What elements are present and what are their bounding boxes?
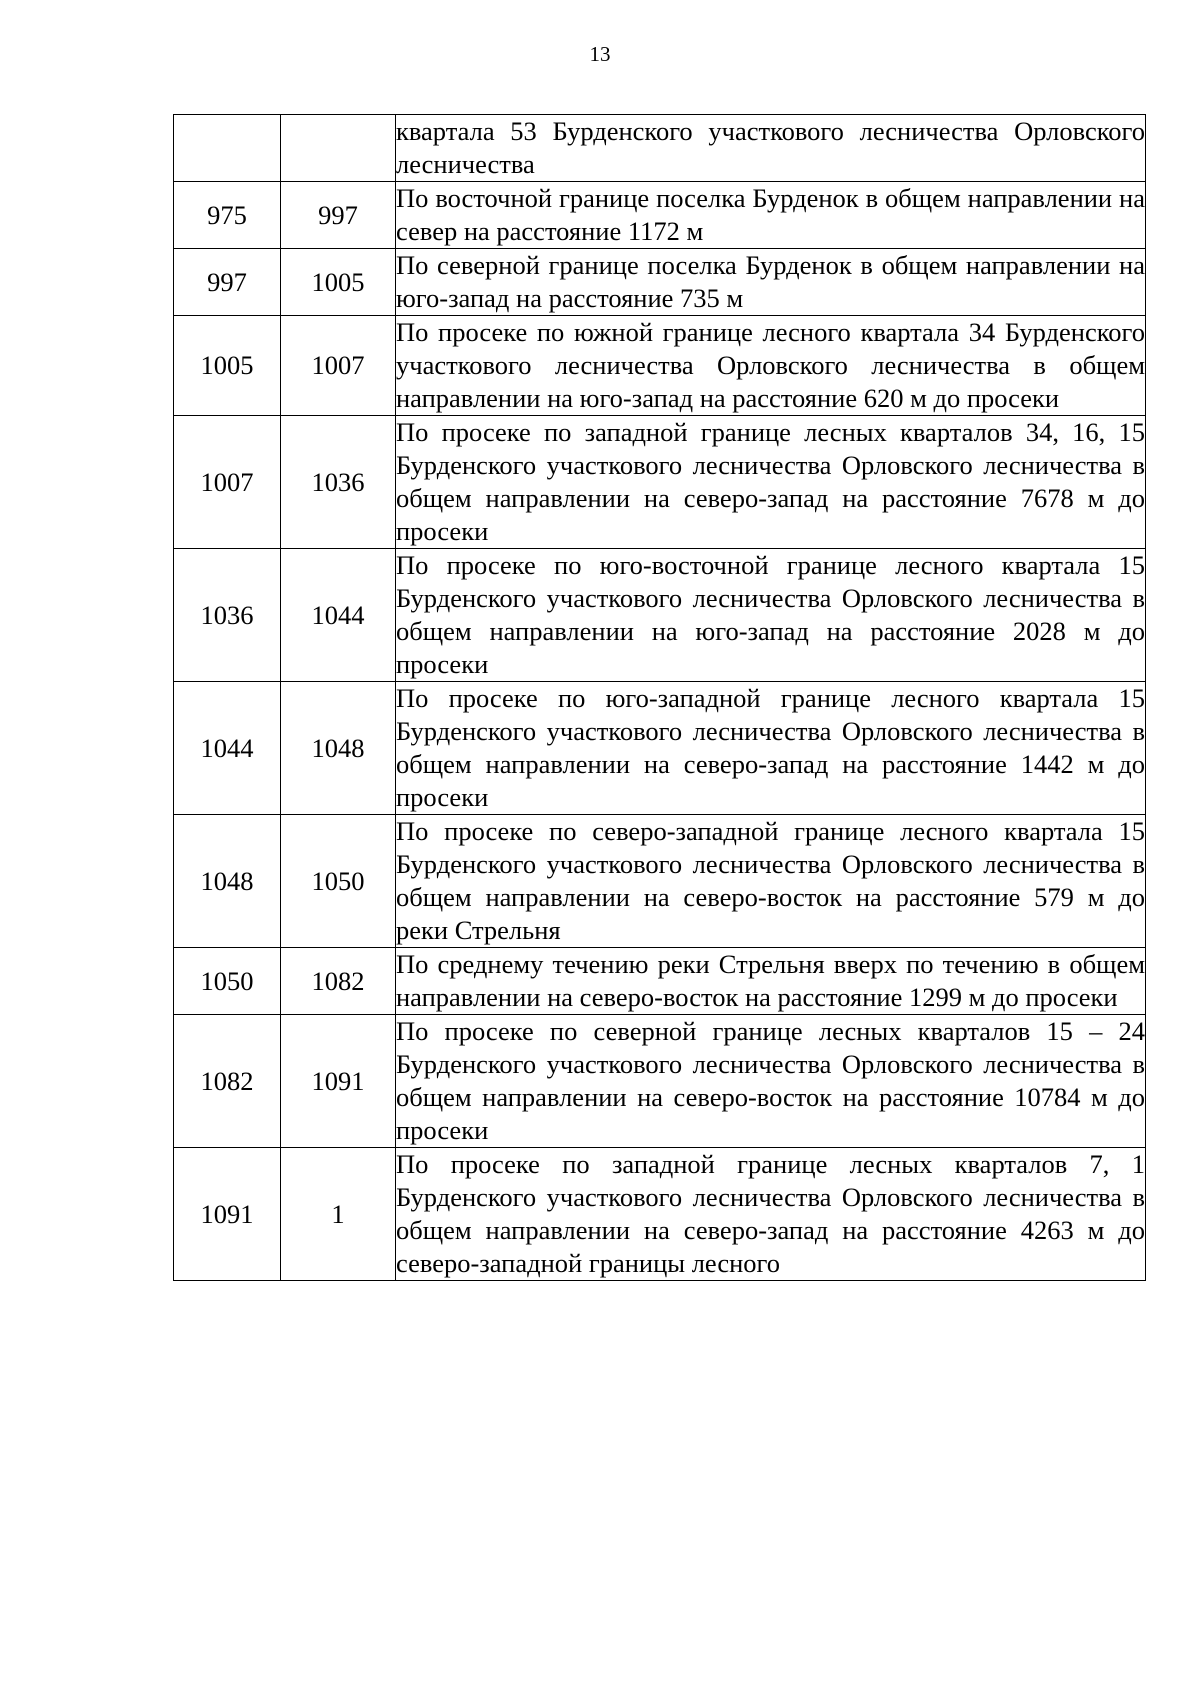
to-point-cell: 1044 [281,549,396,682]
to-point-cell: 1082 [281,948,396,1015]
to-point-cell: 1 [281,1148,396,1281]
description-cell: По просеке по северной границе лесных кварталов 15 – 24 Бурденского участкового лесничества Орловского лесничества в общем направлении на северо-восток на расстояние 10784 м до просеки [396,1015,1146,1148]
table-row [174,249,1146,316]
table-row [174,416,1146,549]
from-point-cell: 1005 [174,316,281,416]
to-point-cell: 1036 [281,416,396,549]
from-point-cell: 975 [174,182,281,249]
from-point-cell: 1007 [174,416,281,549]
from-point-cell: 1036 [174,549,281,682]
table-row [174,316,1146,416]
description-cell: квартала 53 Бурденского участкового лесничества Орловского лесничества [396,115,1146,182]
description-cell: По просеке по южной границе лесного квартала 34 Бурденского участкового лесничества Орловского лесничества в общем направлении на юго-запад на расстояние 620 м до просеки [396,316,1146,416]
description-cell: По просеке по западной границе лесных кварталов 7, 1 Бурденского участкового лесничества Орловского лесничества в общем направлении на северо-запад на расстояние 4263 м до северо-западной границы лесного [396,1148,1146,1281]
from-point-cell: 1048 [174,815,281,948]
from-point-cell [174,115,281,182]
from-point-cell: 1044 [174,682,281,815]
to-point-cell: 1050 [281,815,396,948]
description-cell: По просеке по западной границе лесных кварталов 34, 16, 15 Бурденского участкового лесничества Орловского лесничества в общем направлении на северо-запад на расстояние 7678 м до просеки [396,416,1146,549]
table-row [174,1015,1146,1148]
table-row [174,549,1146,682]
description-cell: По просеке по северо-западной границе лесного квартала 15 Бурденского участкового лесничества Орловского лесничества в общем направлении на северо-восток на расстояние 579 м до реки Стрельня [396,815,1146,948]
description-cell: По северной границе поселка Бурденок в общем направлении на юго-запад на расстояние 735 м [396,249,1146,316]
boundary-description-table [173,114,1146,1281]
description-cell: По просеке по юго-восточной границе лесного квартала 15 Бурденского участкового лесничества Орловского лесничества в общем направлении на юго-запад на расстояние 2028 м до просеки [396,549,1146,682]
description-cell: По среднему течению реки Стрельня вверх по течению в общем направлении на северо-восток на расстояние 1299 м до просеки [396,948,1146,1015]
from-point-cell: 1091 [174,1148,281,1281]
to-point-cell: 1007 [281,316,396,416]
table-row [174,948,1146,1015]
to-point-cell: 1048 [281,682,396,815]
description-cell: По восточной границе поселка Бурденок в общем направлении на север на расстояние 1172 м [396,182,1146,249]
table-row [174,115,1146,182]
from-point-cell: 1050 [174,948,281,1015]
description-cell: По просеке по юго-западной границе лесного квартала 15 Бурденского участкового лесничества Орловского лесничества в общем направлении на северо-запад на расстояние 1442 м до просеки [396,682,1146,815]
table-row [174,1148,1146,1281]
table-row [174,182,1146,249]
to-point-cell: 1005 [281,249,396,316]
table-row [174,682,1146,815]
page-number: 13 [589,42,611,66]
to-point-cell: 1091 [281,1015,396,1148]
from-point-cell: 997 [174,249,281,316]
to-point-cell: 997 [281,182,396,249]
to-point-cell [281,115,396,182]
from-point-cell: 1082 [174,1015,281,1148]
table-row [174,815,1146,948]
